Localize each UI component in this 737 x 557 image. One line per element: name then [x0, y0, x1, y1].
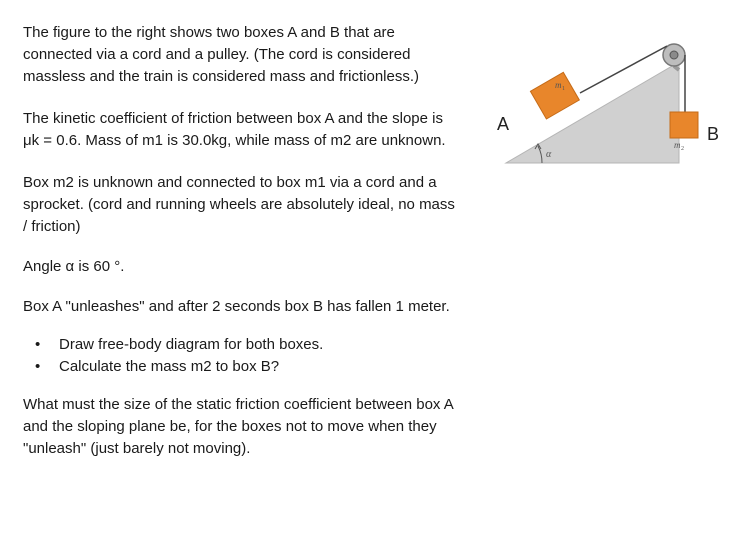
- bullet-icon: •: [35, 336, 41, 353]
- pulley-hub: [670, 51, 678, 59]
- paragraph-static-friction: What must the size of the static friction coefficient between box A and the sloping plane be, for the boxes not to move when they "unleash" (just barely not moving).: [23, 396, 453, 457]
- paragraph-unleash: Box A "unleashes" and after 2 seconds box B has fallen 1 meter.: [23, 298, 450, 315]
- figure-svg: [484, 30, 724, 180]
- problem-text: [23, 22, 463, 460]
- label-m1: m: [555, 80, 562, 90]
- task-item: [33, 334, 463, 356]
- box-b: [670, 112, 698, 138]
- inclined-plane: [506, 62, 679, 163]
- incline-pulley-figure: [484, 30, 724, 180]
- label-a: A: [497, 114, 510, 134]
- label-alpha: α: [546, 149, 552, 160]
- task-list: [23, 334, 463, 378]
- task-text: Draw free-body diagram for both boxes.: [59, 336, 324, 353]
- task-text: Calculate the mass m2 to box B?: [59, 358, 280, 375]
- label-m2: m: [674, 140, 681, 150]
- paragraph-box-m2: Box m2 is unknown and connected to box m1 via a cord and a sprocket. (cord and running wheels are absolutely ideal, no mass / friction): [23, 174, 455, 235]
- label-b: B: [707, 124, 720, 144]
- paragraph-angle: Angle α is 60 °.: [23, 258, 125, 275]
- bullet-icon: •: [35, 358, 41, 375]
- task-item: [33, 356, 463, 378]
- label-m1-sub: 1: [562, 86, 565, 92]
- paragraph-kinetic-friction: The kinetic coefficient of friction between box A and the slope is μk = 0.6. Mass of m1 is 30.0kg, while mass of m2 are unknown.: [23, 110, 446, 149]
- label-m2-sub: 2: [681, 146, 684, 152]
- paragraph-intro: The figure to the right shows two boxes A and B that are connected via a cord and a pulley. (The cord is considered massless and the train is considered mass and frictionless.): [23, 24, 420, 85]
